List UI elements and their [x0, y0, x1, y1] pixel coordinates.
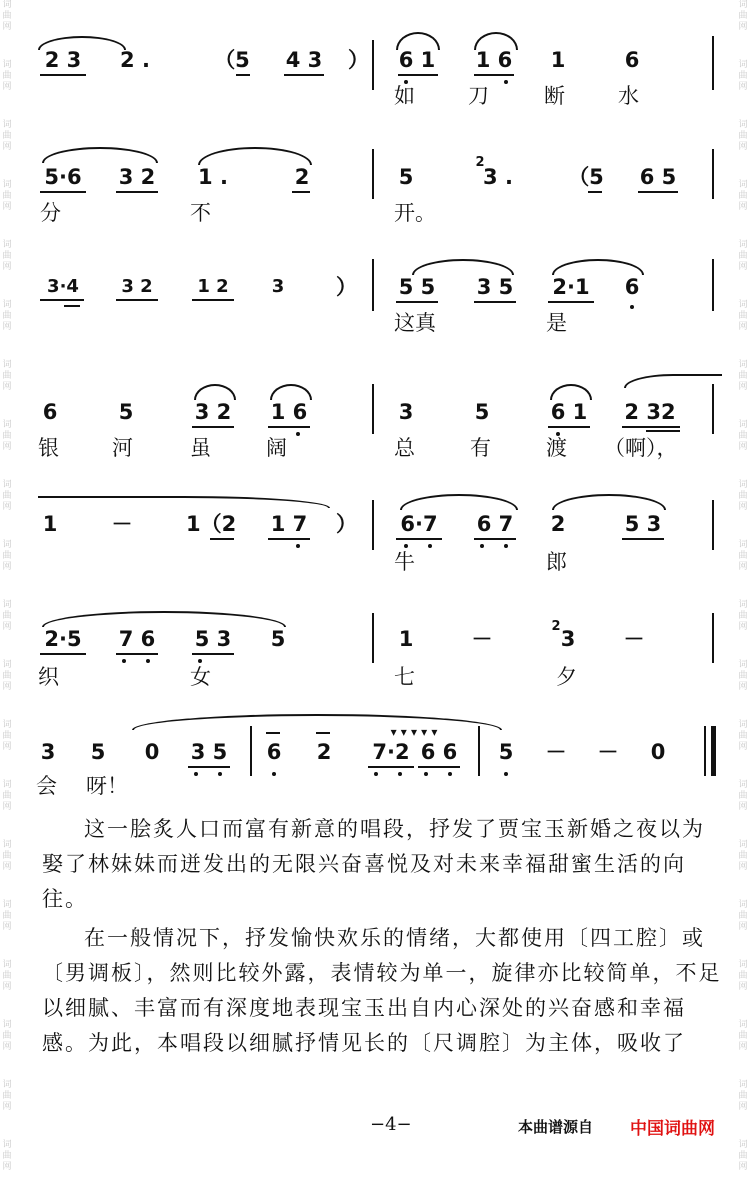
note: 0	[650, 740, 666, 764]
note: 0	[144, 740, 160, 764]
lyric: 水	[618, 84, 639, 108]
lyric: 分	[40, 201, 61, 225]
commentary-paragraph-2: 在一般情况下，抒发愉快欢乐的情绪，大都使用〔四工腔〕或〔男调板〕，然则比较外露，表情较为单一，旋律亦比较简单，不足以细腻、丰富而有深度地表现宝玉出自内心深处的兴奋感和幸福感。为此，本唱段以细腻抒情见长的〔尺调腔〕为主体，吸收了	[42, 926, 722, 1055]
lyric: 渡	[546, 436, 567, 460]
note: 6	[42, 400, 58, 424]
note: －	[471, 627, 493, 651]
note: 6 7	[476, 512, 514, 536]
note: 3 5	[476, 275, 514, 299]
site-link[interactable]: 中国词曲网	[630, 1119, 715, 1139]
watermark-left: 词 曲 网 词 曲 网 词 曲 网 词 曲 网 词 曲 网 词 曲 网 词 曲 网 词 曲 网 词 曲 网 词 曲 网 词 曲 网 词 曲 网 词 曲 网 词 曲 网 词 曲 网 词 曲 网 词 曲 网 词 曲 网 词 曲 网 词 曲 网	[2, 0, 12, 1172]
page-number: −4−	[370, 1114, 412, 1135]
note: 1 2	[197, 276, 229, 297]
lyric: 郎	[546, 550, 567, 574]
footer	[0, 1108, 750, 1138]
note: 6 6	[420, 740, 458, 764]
note: 3 5	[190, 740, 228, 764]
fermata-marks: ▾ ▾ ▾ ▾ ▾	[390, 725, 438, 739]
note: 5·6	[44, 165, 82, 189]
commentary	[42, 812, 722, 1065]
note: 2	[294, 165, 310, 189]
note: －	[545, 740, 567, 764]
lyric: 总	[394, 436, 415, 460]
lyric: 女	[190, 665, 211, 689]
note: 2 32	[624, 400, 676, 424]
note: 6 1	[550, 400, 588, 424]
note: －	[623, 627, 645, 651]
note: ）	[348, 48, 369, 72]
note: 2	[550, 512, 566, 536]
note: 7 6	[118, 627, 156, 651]
lyric: 不	[190, 201, 211, 225]
score-row-4	[0, 370, 750, 460]
note: ）	[336, 275, 357, 299]
note: 6	[624, 275, 640, 299]
lyric: 夕	[556, 665, 577, 689]
note: 1	[550, 48, 566, 72]
note: 2	[316, 740, 332, 764]
score-row-3	[0, 255, 750, 345]
note: 3 2	[118, 165, 156, 189]
note: 1 6	[475, 48, 513, 72]
lyric: 阔	[266, 436, 287, 460]
watermark-right: 词 曲 网 词 曲 网 词 曲 网 词 曲 网 词 曲 网 词 曲 网 词 曲 网 词 曲 网 词 曲 网 词 曲 网 词 曲 网 词 曲 网 词 曲 网 词 曲 网 词 曲 网 词 曲 网 词 曲 网 词 曲 网 词 曲 网 词 曲 网	[738, 0, 748, 1172]
note: 3 2	[194, 400, 232, 424]
source-label: 本曲谱源自	[518, 1118, 594, 1136]
note: 1 6	[270, 400, 308, 424]
note: 3	[40, 740, 56, 764]
lyric: 虽	[190, 436, 211, 460]
note: 5	[498, 740, 514, 764]
lyric: 会	[36, 774, 57, 798]
lyric: 河	[112, 436, 133, 460]
note: 3	[560, 627, 576, 651]
note: 4 3	[285, 48, 323, 72]
lyric: 开。	[394, 201, 436, 225]
lyric: 如	[394, 84, 415, 108]
lyric: 是	[546, 311, 567, 335]
lyric: 断	[544, 84, 565, 108]
note: 2 3	[44, 48, 82, 72]
commentary-paragraph-1: 这一脍炙人口而富有新意的唱段，抒发了贾宝玉新婚之夜以为娶了林妹妹而迸发出的无限兴奋喜悦及对未来幸福甜蜜生活的向往。	[42, 817, 705, 911]
note: 3	[398, 400, 414, 424]
note: 5 5	[398, 275, 436, 299]
note: 1	[42, 512, 58, 536]
note: 6·7	[400, 512, 438, 536]
note: ）	[336, 512, 357, 536]
note: 6	[266, 740, 282, 764]
note: 1（2	[186, 512, 237, 536]
note: （5	[214, 48, 250, 72]
lyric: 有	[470, 436, 491, 460]
note: 1 7	[270, 512, 308, 536]
note: 2·5	[44, 627, 82, 651]
note: 5 3	[624, 512, 662, 536]
lyric: 牛	[394, 550, 415, 574]
grace-note: 2	[551, 619, 561, 634]
lyric: 七	[394, 665, 415, 689]
note: 6 5	[639, 165, 677, 189]
note: （5	[568, 165, 604, 189]
score-row-1	[0, 30, 750, 120]
lyric: 银	[38, 436, 59, 460]
note: 6	[624, 48, 640, 72]
note: 3 2	[121, 276, 153, 297]
lyric: 织	[38, 665, 59, 689]
note: 5	[118, 400, 134, 424]
note: 5 3	[194, 627, 232, 651]
note: 2·1	[552, 275, 590, 299]
note: 6 1	[398, 48, 436, 72]
note: 1 .	[198, 165, 228, 189]
note: 3 .	[483, 165, 513, 189]
score-row-5	[0, 490, 750, 580]
note: 1	[398, 627, 414, 651]
note: 5	[90, 740, 106, 764]
note: －	[111, 512, 133, 536]
note: 2 .	[120, 48, 150, 72]
score-row-6	[0, 605, 750, 695]
note: 5	[398, 165, 414, 189]
score-row-2	[0, 145, 750, 235]
lyric: 刀	[468, 84, 489, 108]
note: 5	[474, 400, 490, 424]
score-row-7	[0, 710, 750, 800]
note: 7·2	[372, 740, 410, 764]
note: 3·4	[47, 276, 79, 297]
note: 5	[270, 627, 286, 651]
lyric: 这真	[394, 311, 436, 335]
grace-note: 2	[475, 155, 485, 170]
note: －	[597, 740, 619, 764]
lyric: 呀！	[86, 774, 128, 798]
note: 3	[271, 276, 285, 297]
lyric: （啊），	[604, 436, 678, 460]
